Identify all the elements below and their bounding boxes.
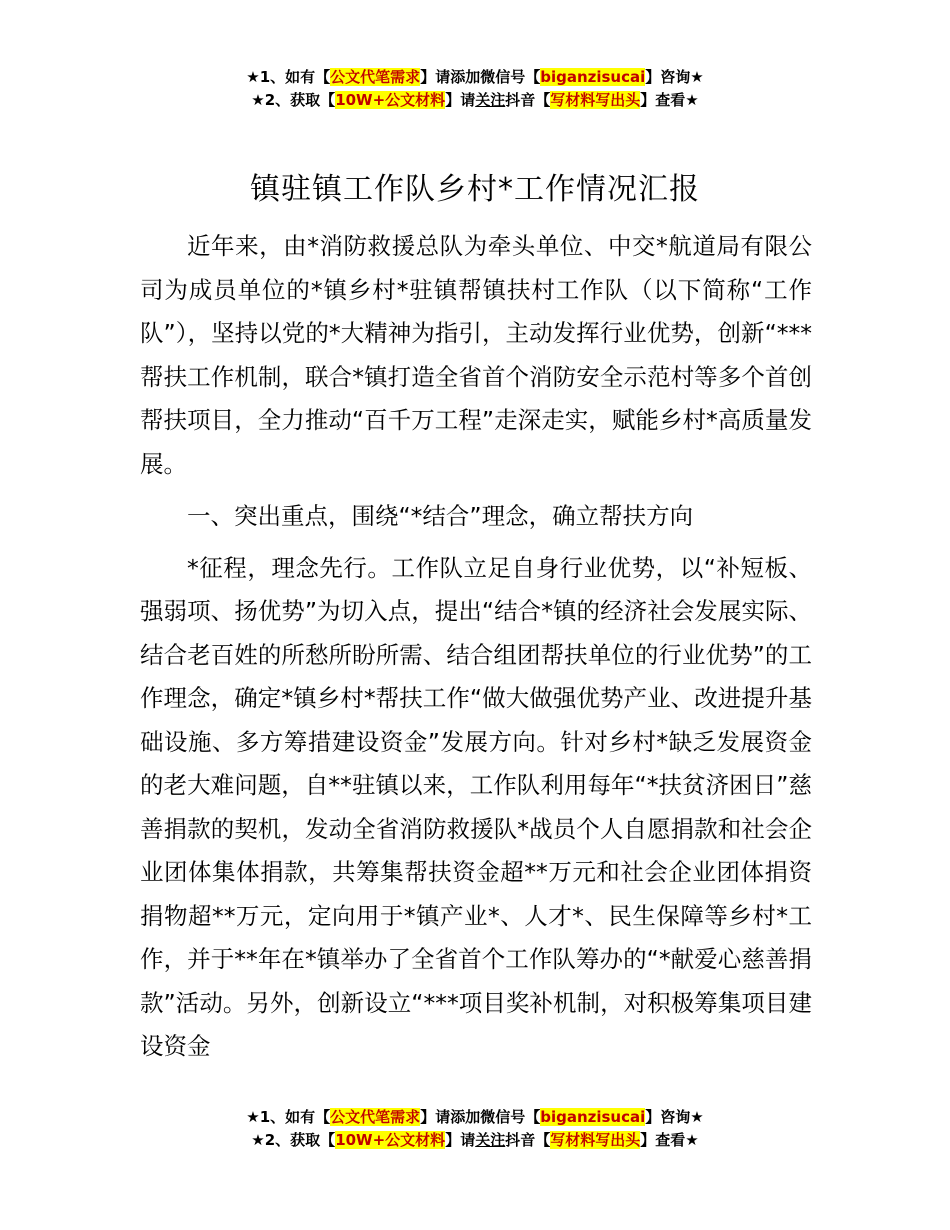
highlight-materials: 10W+公文材料 <box>335 1131 446 1149</box>
highlight-materials: 10W+公文材料 <box>335 91 446 109</box>
banner-line-2: ★2、获取【10W+公文材料】请关注抖音【写材料写出头】查看★ <box>251 1131 699 1149</box>
footer-banner <box>0 1106 950 1152</box>
highlight-service: 公文代笔需求 <box>330 68 421 86</box>
document-body <box>140 225 812 1077</box>
banner-line-1: ★1、如有【公文代笔需求】请添加微信号【biganzisucai】咨询★ <box>246 68 704 86</box>
banner-line-2: ★2、获取【10W+公文材料】请关注抖音【写材料写出头】查看★ <box>251 91 699 109</box>
header-banner <box>0 66 950 112</box>
highlight-account: 写材料写出头 <box>550 91 641 109</box>
banner-line-1: ★1、如有【公文代笔需求】请添加微信号【biganzisucai】咨询★ <box>246 1108 704 1126</box>
highlight-service: 公文代笔需求 <box>330 1108 421 1126</box>
underlined-follow: 关注 <box>475 1131 506 1149</box>
underlined-follow: 关注 <box>475 91 506 109</box>
document-title: 镇驻镇工作队乡村*工作情况汇报 <box>250 172 700 207</box>
highlight-wechat-id: biganzisucai <box>540 1108 646 1126</box>
section-heading-1: 一、突出重点，围绕“*结合”理念，确立帮扶方向 <box>187 501 694 530</box>
paragraph-intro: 近年来，由*消防救援总队为牵头单位、中交*航道局有限公司为成员单位的*镇乡村*驻镇帮镇扶村工作队（以下简称“工作队”），坚持以党的*大精神为指引，主动发挥行业优势，创新“***帮扶工作机制，联合*镇打造全省首个消防安全示范村等多个首创帮扶项目，全力推动“百千万工程”走深走实，赋能乡村*高质量发展。 <box>140 232 812 478</box>
paragraph-section-1: *征程，理念先行。工作队立足自身行业优势，以“补短板、强弱项、扬优势”为切入点，提出“结合*镇的经济社会发展实际、结合老百姓的所愁所盼所需、结合组团帮扶单位的行业优势”的工作理念，确定*镇乡村*帮扶工作“做大做强优势产业、改进提升基础设施、多方筹措建设资金”发展方向。针对乡村*缺乏发展资金的老大难问题，自**驻镇以来，工作队利用每年“*扶贫济困日”慈善捐款的契机，发动全省消防救援队*战员个人自愿捐款和社会企业团体集体捐款，共筹集帮扶资金超**万元和社会企业团体捐资捐物超**万元，定向用于*镇产业*、人才*、民生保障等乡村*工作，并于**年在*镇举办了全省首个工作队筹办的“*献爱心慈善捐款”活动。另外，创新设立“***项目奖补机制，对积极筹集项目建设资金 <box>140 553 812 1060</box>
highlight-account: 写材料写出头 <box>550 1131 641 1149</box>
highlight-wechat-id: biganzisucai <box>540 68 646 86</box>
